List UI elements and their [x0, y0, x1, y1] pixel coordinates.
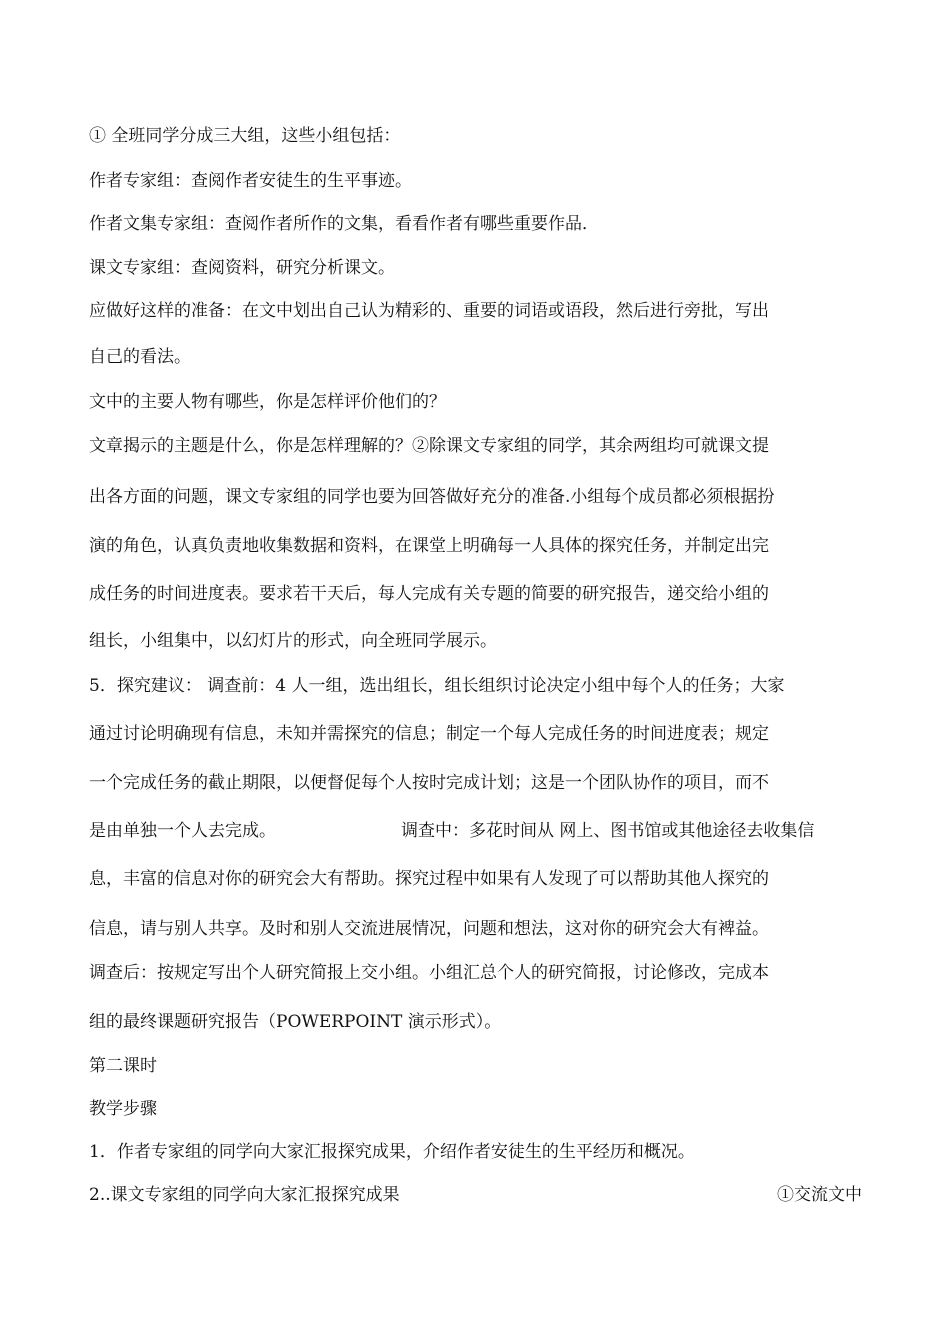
text-line: 作者专家组：查阅作者安徒生的生平事迹。	[89, 171, 412, 191]
text-line: 文章揭示的主题是什么，你是怎样理解的？②除课文专家组的同学，其余两组均可就课文提	[89, 436, 769, 456]
text-line: 一个完成任务的截止期限，以便督促每个人按时完成计划；这是一个团队协作的项目，而不	[89, 773, 769, 793]
text-segment: 2..课文专家组的同学向大家汇报探究成果	[89, 1185, 400, 1205]
text-line: 信息，请与别人共享。及时和别人交流进展情况，问题和想法，这对你的研究会大有裨益。	[89, 919, 769, 939]
text-line: ① 全班同学分成三大组，这些小组包括：	[89, 126, 401, 146]
text-line: 演的角色，认真负责地收集数据和资料，在课堂上明确每一人具体的探究任务，并制定出完	[89, 536, 769, 556]
text-line: 通过讨论明确现有信息，未知并需探究的信息；制定一个每人完成任务的时间进度表；规定	[89, 724, 769, 744]
text-line: 息，丰富的信息对你的研究会大有帮助。探究过程中如果有人发现了可以帮助其他人探究的	[89, 869, 769, 889]
text-line: 组长，小组集中，以幻灯片的形式，向全班同学展示。	[89, 631, 497, 651]
text-line: 组的最终课题研究报告（POWERPOINT 演示形式）。	[89, 1012, 502, 1032]
text-line: 1．作者专家组的同学向大家汇报探究成果，介绍作者安徒生的生平经历和概况。	[89, 1142, 695, 1162]
text-line: 调查后：按规定写出个人研究简报上交小组。小组汇总个人的研究简报，讨论修改，完成本	[89, 963, 769, 983]
text-segment: ①交流文中	[777, 1185, 862, 1205]
section-heading: 教学步骤	[89, 1099, 157, 1119]
text-line	[89, 1184, 862, 1206]
text-line	[89, 820, 862, 842]
text-line: 文中的主要人物有哪些，你是怎样评价他们的？	[89, 392, 446, 412]
section-heading: 第二课时	[89, 1056, 157, 1076]
text-line: 5．探究建议： 调查前：4 人一组，选出组长，组长组织讨论决定小组中每个人的任务；大家	[89, 676, 785, 696]
text-line: 出各方面的问题，课文专家组的同学也要为回答做好充分的准备.小组每个成员都必须根据扮	[89, 487, 775, 507]
text-line: 成任务的时间进度表。要求若干天后，每人完成有关专题的简要的研究报告，递交给小组的	[89, 584, 769, 604]
text-segment: 调查中：多花时间从 网上、图书馆或其他途径去收集信	[401, 821, 815, 841]
text-line: 应做好这样的准备：在文中划出自己认为精彩的、重要的词语或语段，然后进行旁批，写出	[89, 301, 769, 321]
text-line: 作者文集专家组：查阅作者所作的文集，看看作者有哪些重要作品．	[89, 214, 599, 234]
text-line: 课文专家组：查阅资料，研究分析课文。	[89, 258, 395, 278]
text-line: 自己的看法。	[89, 347, 191, 367]
text-segment: 是由单独一个人去完成。	[89, 821, 276, 841]
